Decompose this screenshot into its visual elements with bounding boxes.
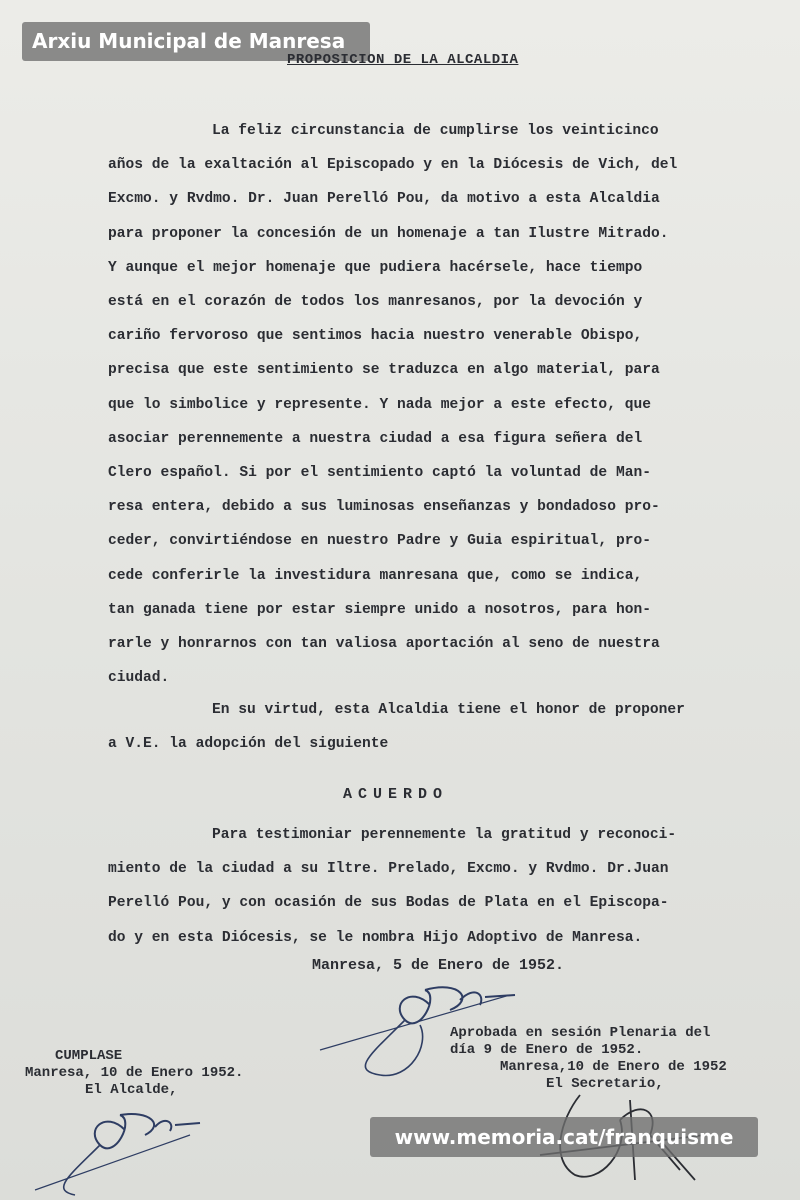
text-line: CUMPLASE: [55, 1048, 123, 1064]
text-line: tan ganada tiene por estar siempre unido a nosotros, para hon-: [108, 601, 651, 618]
agreement-heading: ACUERDO: [343, 786, 449, 803]
text-line: que lo simbolice y represente. Y nada mejor a este efecto, que: [108, 396, 651, 413]
text-line: Manresa, 10 de Enero 1952.: [25, 1065, 244, 1081]
text-line: ciudad.: [108, 670, 170, 687]
text-line: El Alcalde,: [85, 1082, 178, 1098]
text-line: resa entera, debido a sus luminosas enseñanzas y bondadoso pro-: [108, 499, 660, 516]
text-line: El Secretario,: [546, 1076, 664, 1092]
cumplase-block: [25, 1048, 243, 1099]
approval-note: [450, 1025, 710, 1059]
text-line: Y aunque el mejor homenaje que pudiera hacérsele, hace tiempo: [108, 259, 643, 276]
proposal-paragraph: [108, 114, 756, 695]
text-line: Manresa,10 de Enero de 1952: [500, 1059, 727, 1075]
text-line: Para testimoniar perennemente la gratitud y reconoci-: [212, 827, 677, 843]
text-line: ceder, convirtiéndose en nuestro Padre y Guia espiritual, pro-: [108, 533, 651, 550]
text-line: día 9 de Enero de 1952.: [450, 1042, 644, 1058]
text-line: Excmo. y Rvdmo. Dr. Juan Perelló Pou, da motivo a esta Alcaldia: [108, 191, 660, 208]
text-line: precisa que este sentimiento se traduzca en algo material, para: [108, 362, 660, 379]
text-line: a V.E. la adopción del siguiente: [108, 736, 389, 753]
site-watermark: www.memoria.cat/franquisme: [370, 1117, 758, 1157]
dateline: Manresa, 5 de Enero de 1952.: [312, 957, 565, 974]
text-line: La feliz circunstancia de cumplirse los veinticinco: [212, 123, 659, 139]
archive-watermark: Arxiu Municipal de Manresa: [22, 22, 370, 61]
text-line: En su virtud, esta Alcaldia tiene el honor de proponer: [212, 702, 685, 718]
text-line: miento de la ciudad a su Iltre. Prelado, Excmo. y Rvdmo. Dr.Juan: [108, 861, 669, 878]
agreement-paragraph: [108, 818, 756, 955]
document-title: PROPOSICION DE LA ALCALDIA: [287, 52, 519, 68]
text-line: do y en esta Diócesis, se le nombra Hijo Adoptivo de Manresa.: [108, 929, 643, 946]
text-line: años de la exaltación al Episcopado y en la Diócesis de Vich, del: [108, 157, 678, 174]
text-line: cede conferirle la investidura manresana que, como se indica,: [108, 567, 643, 584]
text-line: está en el corazón de todos los manresanos, por la devoción y: [108, 294, 643, 311]
virtue-paragraph: [108, 693, 756, 761]
text-line: rarle y honrarnos con tan valiosa aportación al seno de nuestra: [108, 636, 660, 653]
text-line: asociar perennemente a nuestra ciudad a esa figura señera del: [108, 430, 643, 447]
text-line: Aprobada en sesión Plenaria del: [450, 1025, 711, 1041]
mayor-signature-bottom: [30, 1105, 210, 1200]
text-line: Perelló Pou, y con ocasión de sus Bodas de Plata en el Episcopa-: [108, 895, 669, 912]
text-line: para proponer la concesión de un homenaje a tan Ilustre Mitrado.: [108, 225, 669, 242]
text-line: Clero español. Si por el sentimiento captó la voluntad de Man-: [108, 465, 651, 482]
text-line: cariño fervoroso que sentimos hacia nuestro venerable Obispo,: [108, 328, 643, 345]
